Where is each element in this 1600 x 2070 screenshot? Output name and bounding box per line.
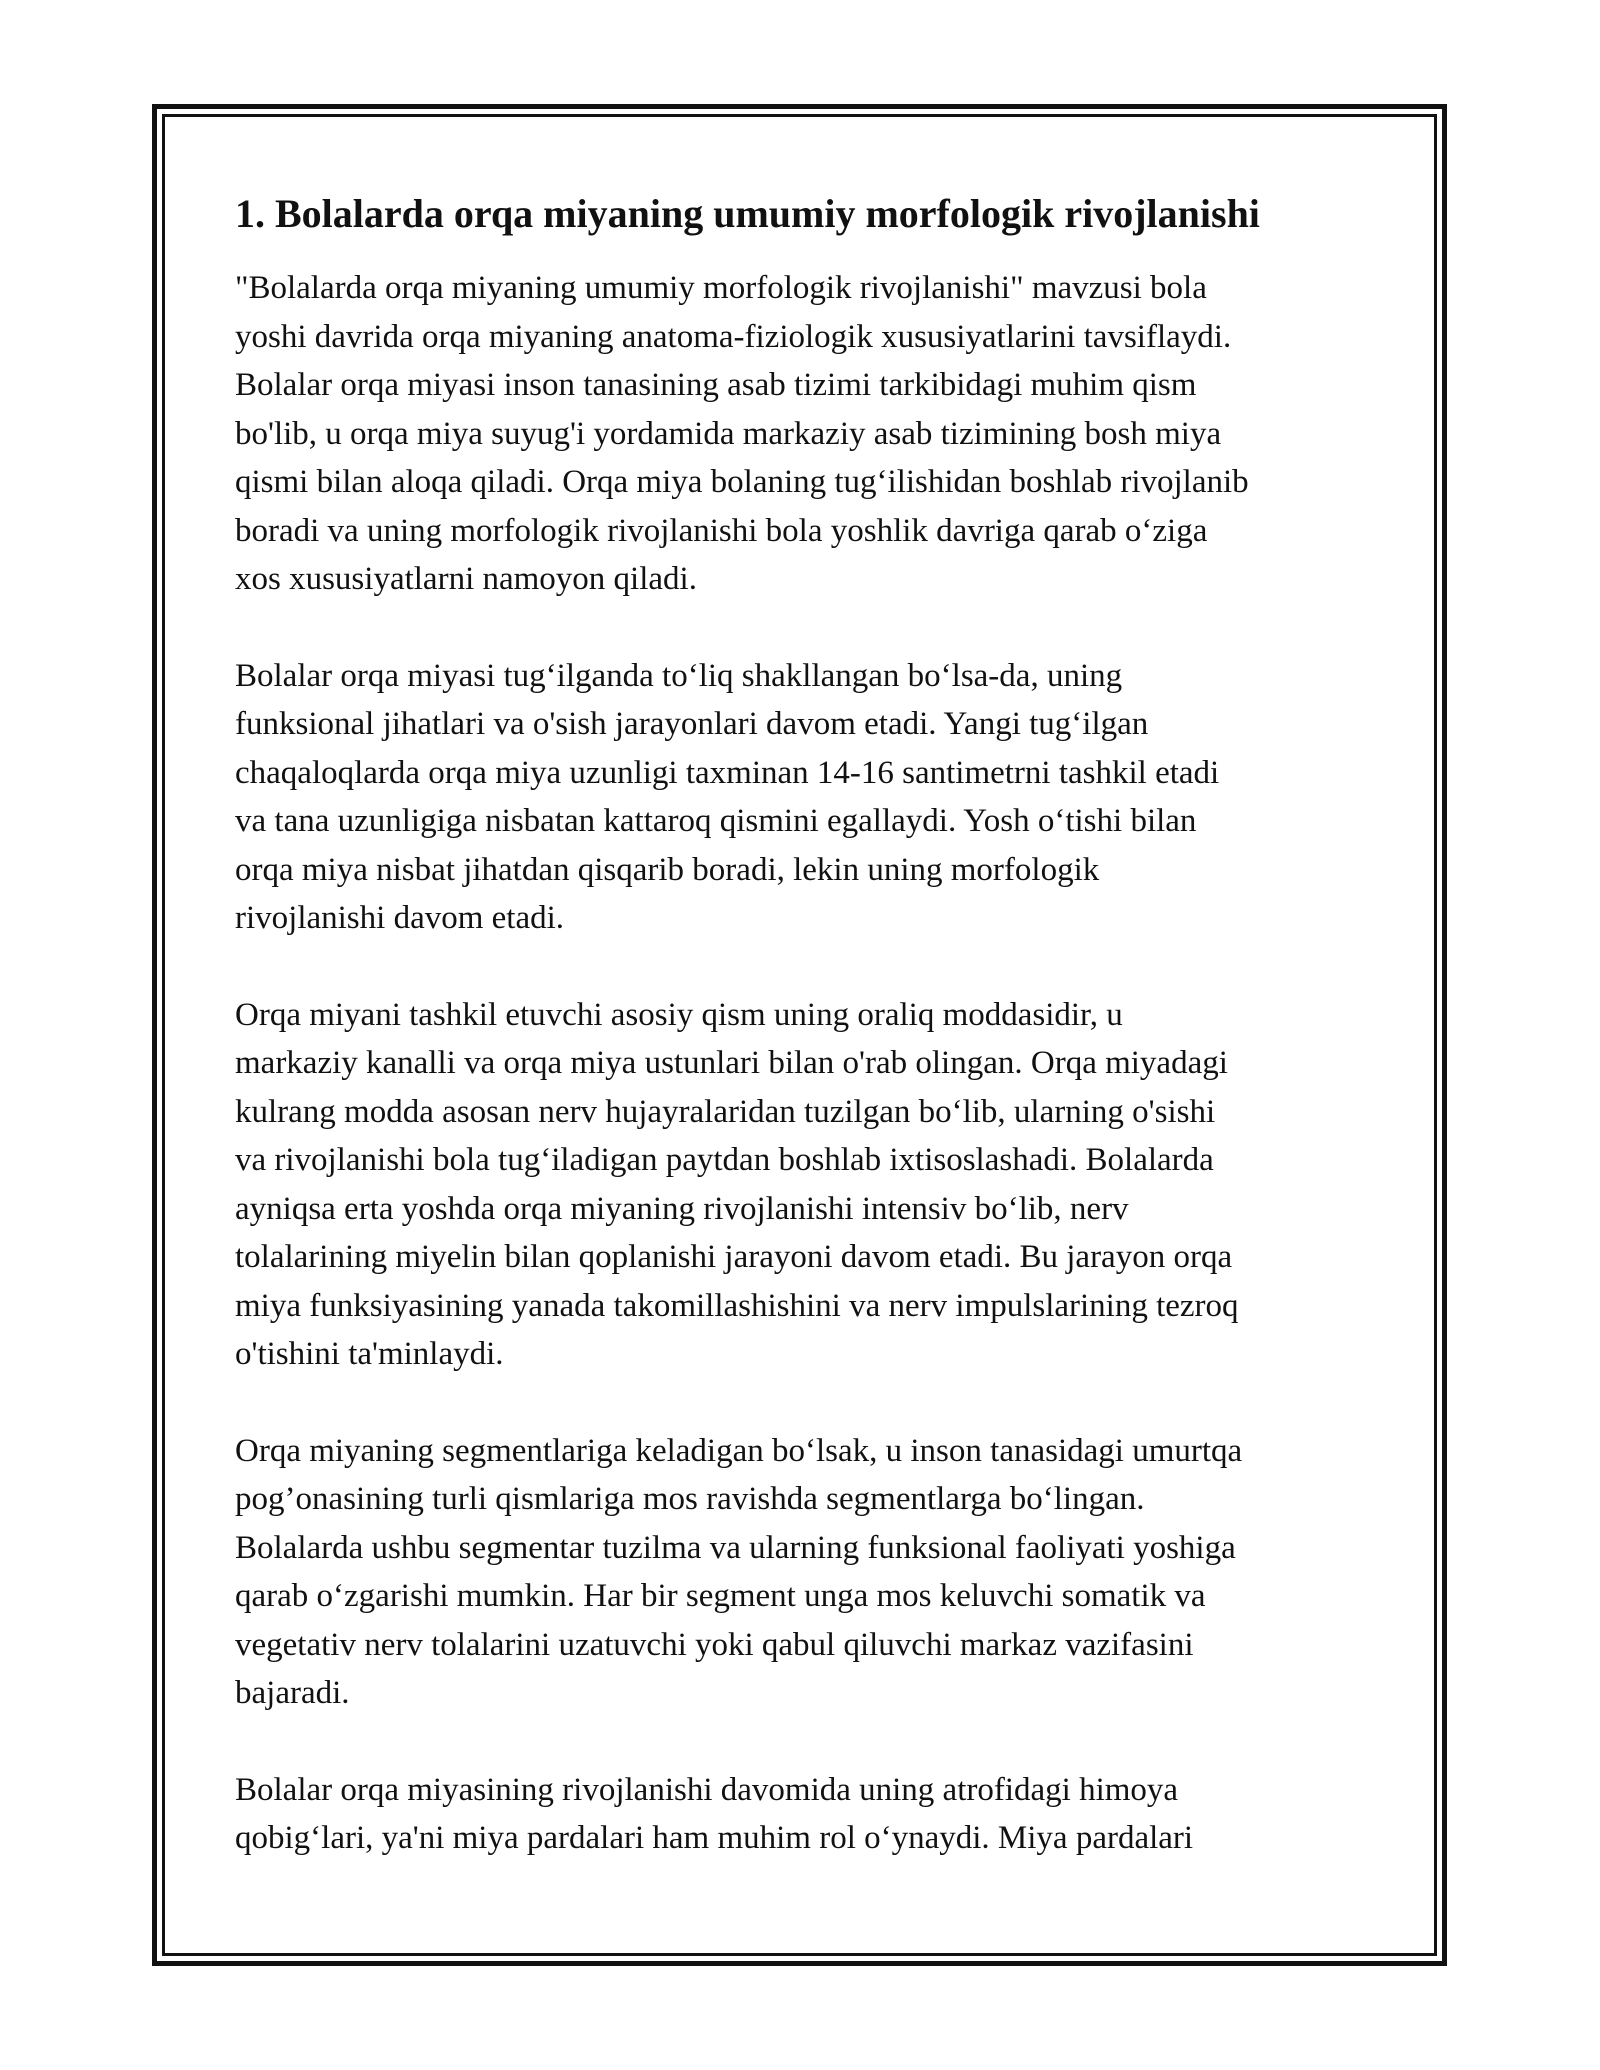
text-line: Orqa miyaning segmentlariga keladigan bo‘lsak, u inson tanasidagi umurtqa xyxy=(235,1432,1243,1469)
paragraph-4 xyxy=(235,1427,1370,1718)
text-line: yoshi davrida orqa miyaning anatoma-fiziologik xususiyatlarini tavsiflaydi. xyxy=(235,318,1232,355)
text-line: qismi bilan aloqa qiladi. Orqa miya bolaning tug‘ilishidan boshlab rivojlanib xyxy=(235,464,1249,500)
text-line: bajaradi. xyxy=(235,1675,350,1711)
text-line: chaqaloqlarda orqa miya uzunligi taxminan 14-16 santimetrni tashkil etadi xyxy=(235,754,1220,791)
text-line: miya funksiyasining yanada takomillashishini va nerv impulslarining tezroq xyxy=(235,1287,1239,1324)
text-line: Orqa miyani tashkil etuvchi asosiy qism uning oraliq moddasidir, u xyxy=(235,996,1123,1033)
paragraph-2 xyxy=(235,652,1370,943)
text-line: Bolalar orqa miyasi inson tanasining asab tizimi tarkibidagi muhim qism xyxy=(235,367,1197,403)
text-line: ayniqsa erta yoshda orqa miyaning rivojlanishi intensiv bo‘lib, nerv xyxy=(235,1190,1129,1227)
text-line: qarab o‘zgarishi mumkin. Har bir segment unga mos keluvchi somatik va xyxy=(235,1578,1206,1614)
text-line: qobig‘lari, ya'ni miya pardalari ham muhim rol o‘ynaydi. Miya pardalari xyxy=(235,1820,1194,1856)
paragraph-3 xyxy=(235,991,1370,1379)
text-line: va rivojlanishi bola tug‘iladigan paytdan boshlab ixtisoslashadi. Bolalarda xyxy=(235,1142,1214,1178)
paragraph-5 xyxy=(235,1766,1370,1863)
text-line: xos xususiyatlarni namoyon qiladi. xyxy=(235,561,697,597)
text-line: "Bolalarda orqa miyaning umumiy morfologik rivojlanishi" mavzusi bola xyxy=(235,270,1207,306)
text-line: boradi va uning morfologik rivojlanishi bola yoshlik davriga qarab o‘ziga xyxy=(235,512,1208,549)
document-body xyxy=(235,188,1370,1911)
text-line: o'tishini ta'minlaydi. xyxy=(235,1336,504,1372)
text-line: orqa miya nisbat jihatdan qisqarib boradi, lekin uning morfologik xyxy=(235,851,1100,888)
text-line: Bolalarda ushbu segmentar tuzilma va ularning funksional faoliyati yoshiga xyxy=(235,1529,1236,1566)
text-line: tolalarining miyelin bilan qoplanishi jarayoni davom etadi. Bu jarayon orqa xyxy=(235,1239,1233,1275)
paragraph-1 xyxy=(235,264,1370,604)
text-line: markaziy kanalli va orqa miya ustunlari bilan o'rab olingan. Orqa miyadagi xyxy=(235,1045,1228,1081)
text-line: pog’onasining turli qismlariga mos ravishda segmentlarga bo‘lingan. xyxy=(235,1481,1145,1517)
text-line: Bolalar orqa miyasi tug‘ilganda to‘liq shakllangan bo‘lsa-da, uning xyxy=(235,657,1123,694)
text-line: rivojlanishi davom etadi. xyxy=(235,900,565,936)
text-line: Bolalar orqa miyasining rivojlanishi davomida uning atrofidagi himoya xyxy=(235,1771,1179,1808)
section-heading: 1. Bolalarda orqa miyaning umumiy morfologik rivojlanishi xyxy=(235,191,1260,236)
text-line: bo'lib, u orqa miya suyug'i yordamida markaziy asab tizimining bosh miya xyxy=(235,415,1222,452)
text-line: kulrang modda asosan nerv hujayralaridan tuzilgan bo‘lib, ularning o'sishi xyxy=(235,1093,1216,1130)
text-line: funksional jihatlari va o'sish jarayonlari davom etadi. Yangi tug‘ilgan xyxy=(235,706,1149,742)
text-line: vegetativ nerv tolalarini uzatuvchi yoki qabul qiluvchi markaz vazifasini xyxy=(235,1626,1194,1663)
text-line: va tana uzunligiga nisbatan kattaroq qismini egallaydi. Yosh o‘tishi bilan xyxy=(235,803,1197,839)
